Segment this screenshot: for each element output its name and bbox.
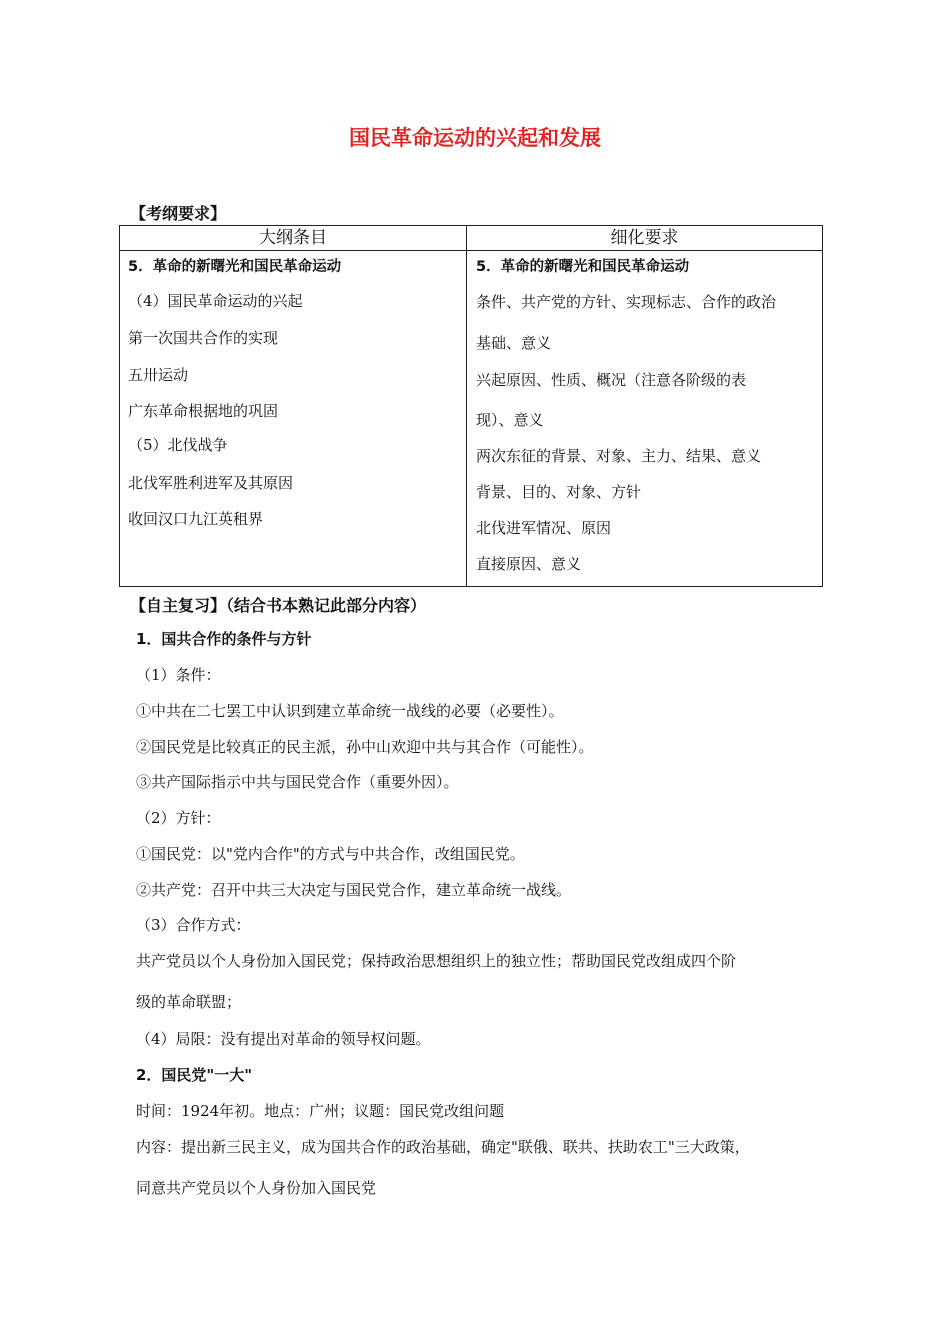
- outline-item: （5）北伐战争: [128, 436, 228, 454]
- paragraph-line: 同意共产党员以个人身份加入国民党: [136, 1179, 377, 1197]
- detail-item: 现）、意义: [476, 411, 544, 429]
- table-header-details: 细化要求: [610, 228, 679, 248]
- detail-item: 北伐进军情况、原因: [476, 519, 612, 537]
- outline-item: 广东革命根据地的巩固: [128, 402, 279, 420]
- self-review-heading: 【自主复习】（结合书本熟记此部分内容）: [130, 596, 427, 615]
- paragraph-line: ②共产党：召开中共三大决定与国民党合作，建立革命统一战线。: [136, 881, 572, 899]
- paragraph-line: ①国民党：以"党内合作"的方式与中共合作，改组国民党。: [136, 845, 525, 863]
- detail-item: 基础、意义: [476, 334, 552, 352]
- exam-requirements-heading: 【考纲要求】: [130, 204, 227, 223]
- detail-item: 兴起原因、性质、概况（注意各阶级的表: [476, 371, 747, 389]
- table-header-outline: 大纲条目: [259, 228, 327, 248]
- paragraph-line: 共产党员以个人身份加入国民党；保持政治思想组织上的独立性；帮助国民党改组成四个阶: [136, 952, 737, 970]
- section-heading: 1．国共合作的条件与方针: [136, 630, 312, 648]
- detail-item: 条件、共产党的方针、实现标志、合作的政治: [476, 293, 777, 311]
- outline-item: 北伐军胜利进军及其原因: [128, 474, 294, 492]
- detail-item: 两次东征的背景、对象、主力、结果、意义: [476, 447, 762, 465]
- paragraph-line: ③共产国际指示中共与国民党合作（重要外因）。: [136, 773, 459, 791]
- table-column-divider: [466, 226, 467, 586]
- paragraph-line: （2）方针：: [136, 809, 221, 827]
- detail-item: 5．革命的新曙光和国民革命运动: [476, 259, 690, 275]
- outline-item: 收回汉口九江英租界: [128, 510, 264, 528]
- paragraph-line: 时间：1924年初。地点：广州；议题：国民党改组问题: [136, 1102, 505, 1120]
- requirements-table: [119, 225, 823, 587]
- outline-item: （4）国民革命运动的兴起: [128, 292, 303, 310]
- detail-item: 背景、目的、对象、方针: [476, 483, 642, 501]
- table-header-divider: [120, 250, 822, 251]
- paragraph-line: （1）条件：: [136, 666, 221, 684]
- paragraph-line: （3）合作方式：: [136, 916, 251, 934]
- outline-item: 五卅运动: [128, 366, 189, 384]
- paragraph-line: ②国民党是比较真正的民主派，孙中山欢迎中共与其合作（可能性）。: [136, 738, 594, 756]
- page-title: 国民革命运动的兴起和发展: [349, 126, 601, 150]
- outline-item: 第一次国共合作的实现: [128, 329, 279, 347]
- section-heading: 2．国民党"一大": [136, 1066, 253, 1084]
- paragraph-line: ①中共在二七罢工中认识到建立革命统一战线的必要（必要性）。: [136, 702, 564, 720]
- detail-item: 直接原因、意义: [476, 555, 582, 573]
- paragraph-line: （4）局限：没有提出对革命的领导权问题。: [136, 1030, 431, 1048]
- paragraph-line: 内容：提出新三民主义，成为国共合作的政治基础，确定"联俄、联共、扶助农工"三大政策，: [136, 1138, 750, 1156]
- outline-item: 5．革命的新曙光和国民革命运动: [128, 259, 342, 275]
- paragraph-line: 级的革命联盟；: [136, 993, 242, 1011]
